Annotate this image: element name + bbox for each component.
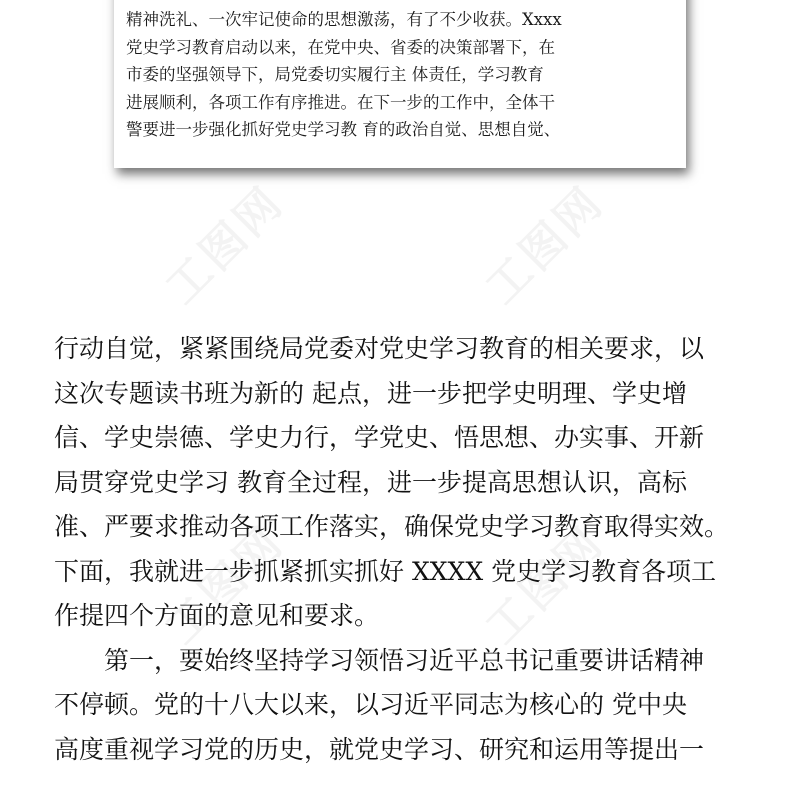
preview-line: 精神洗礼、一次牢记使命的思想激荡，有了不少收获。Xxxx xyxy=(126,10,562,29)
watermark xyxy=(148,168,295,315)
document-body xyxy=(54,327,754,772)
page-preview-card xyxy=(114,0,686,168)
body-line: 局贯穿党史学习 教育全过程，进一步提高思想认识，高标 xyxy=(54,467,687,497)
preview-line: 警要进一步强化抓好党史学习教 育的政治自觉、思想自觉、 xyxy=(126,120,561,139)
body-line: 准、严要求推动各项工作落实，确保党史学习教育取得实效。 xyxy=(54,512,730,541)
preview-line: 进展顺利，各项工作有序推进。在下一步的工作中，全体干 xyxy=(126,92,555,112)
preview-line: 党史学习教育启动以来，在党中央、省委的决策部署下，在 xyxy=(126,37,555,57)
watermark xyxy=(468,168,615,315)
preview-text xyxy=(126,6,656,144)
body-line: 行动自觉，紧紧围绕局党委对党史学习教育的相关要求，以 xyxy=(54,334,705,363)
body-line: 高度重视学习党的历史，就党史学习、研究和运用等提出一 xyxy=(54,734,705,764)
body-line: 下面，我就进一步抓紧抓实抓好 XXXX 党史学习教育各项工 xyxy=(54,556,717,586)
body-line: 这次专题读书班为新的 起点，进一步把学史明理、学史增 xyxy=(54,378,687,408)
body-line: 作提四个方面的意见和要求。 xyxy=(54,601,380,630)
body-line: 不停顿。党的十八大以来，以习近平同志为核心的 党中央 xyxy=(54,690,687,719)
preview-line: 市委的坚强领导下，局党委切实履行主 体责任，学习教育 xyxy=(126,65,544,84)
paragraph-first-line: 第一，要始终坚持学习领悟习近平总书记重要讲话精神 xyxy=(104,645,705,675)
body-line: 信、学史崇德、学史力行，学党史、悟思想、办实事、开新 xyxy=(54,423,705,452)
